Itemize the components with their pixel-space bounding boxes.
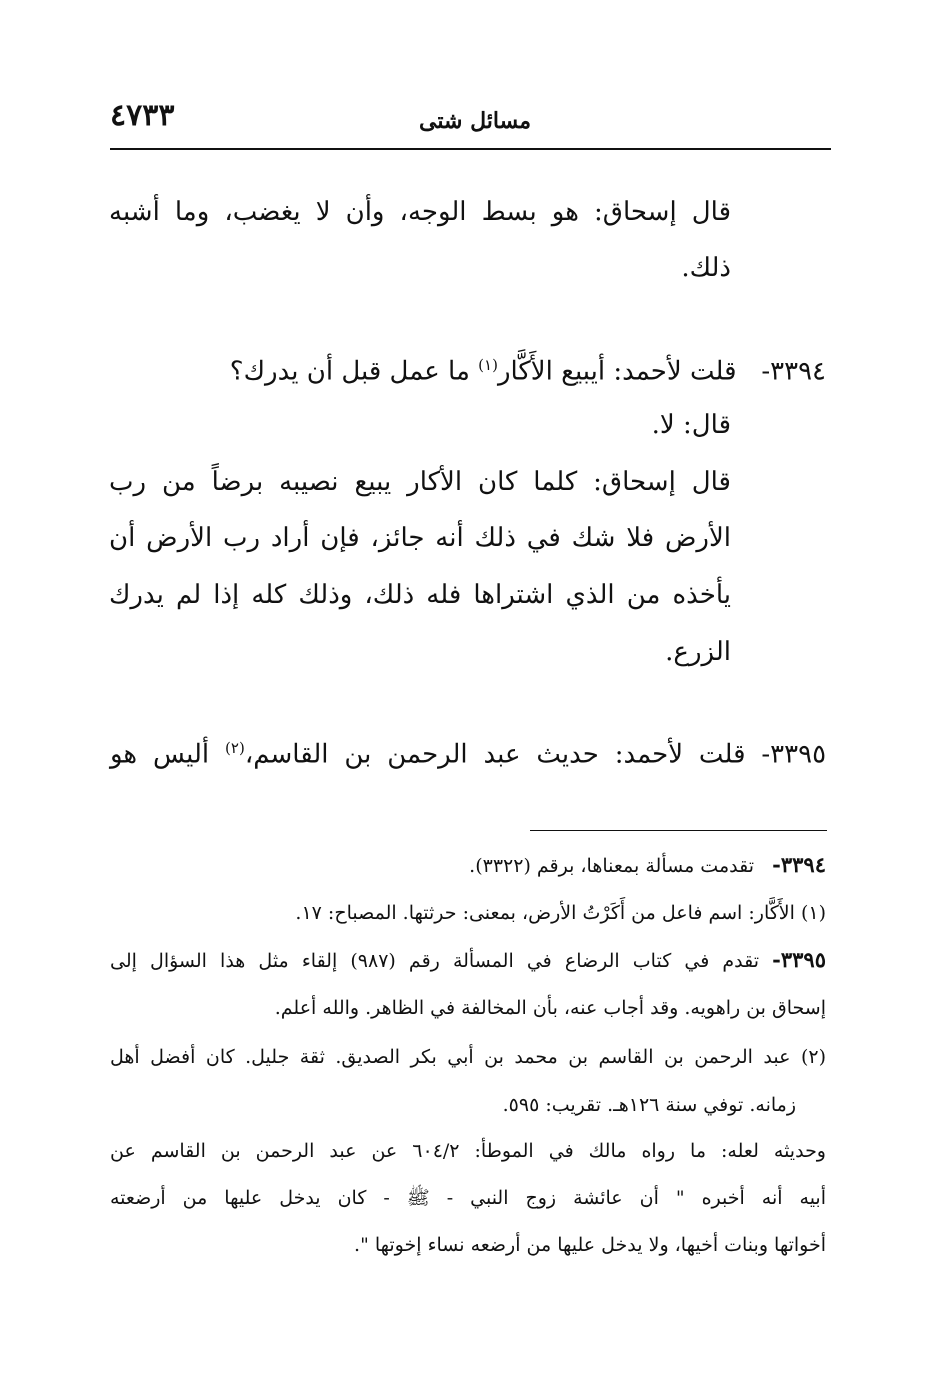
question-3395 [110, 728, 826, 775]
footnote-line: زمانه. توفي سنة ١٢٦هـ. تقريب: ٥٩٥. [502, 1094, 796, 1116]
footnote-number: ٣٣٩٥- [772, 947, 826, 972]
footnote-line: أخواتها وبنات أخيها، ولا يدخل عليها من أرضعه نساء إخوتها ". [354, 1234, 826, 1256]
paragraph-line: قال إسحاق: كلما كان الأكار يبيع نصيبه برضاً من رب [109, 467, 731, 497]
footnote-3395 [110, 945, 826, 976]
question-3394 [230, 345, 826, 392]
paragraph-line: قال إسحاق: هو بسط الوجه، وأن لا يغضب، وما أشبه [109, 197, 731, 227]
footnote-number: ٣٣٩٤- [772, 852, 826, 877]
paragraph-line: ذلك. [681, 253, 731, 283]
question-text-cont: ما عمل قبل أن يدرك؟ [229, 356, 470, 387]
page-number: ٤٧٣٣ [110, 98, 175, 133]
question-text: قلت لأحمد: حديث عبد الرحمن بن القاسم، [244, 739, 746, 770]
footnote-2: (٢) عبد الرحمن بن القاسم بن محمد بن أبي بكر الصديق. ثقة جليل. كان أفضل أهل [110, 1046, 826, 1068]
header-title: مسائل شتى [419, 108, 531, 134]
footnote-3394 [469, 850, 826, 881]
question-text-cont: أليس هو [110, 739, 210, 770]
question-text: قلت لأحمد: أيبيع الأَكَّار [497, 356, 737, 387]
paragraph-line: الزرع. [665, 637, 731, 667]
footnote-line: وحديثه لعله: ما رواه مالك في الموطأ: ٦٠٤/٢ عن عبد الرحمن بن القاسم عن [110, 1140, 826, 1162]
running-header [110, 98, 831, 148]
footnote-ref: (١) [478, 356, 498, 374]
question-number: ٣٣٩٥- [761, 739, 827, 770]
footnote-text: تقدم في كتاب الرضاع في المسألة رقم (٩٨٧) إلقاء مثل هذا السؤال إلى [110, 950, 760, 972]
answer-line: قال: لا. [651, 410, 731, 440]
footnote-line: إسحاق بن راهويه. وقد أجاب عنه، بأن المخالفة في الظاهر. والله أعلم. [274, 997, 826, 1019]
footnote-1: (١) الأَكَّار: اسم فاعل من أَكَرْتُ الأرض، بمعنى: حرثتها. المصباح: ١٧. [295, 902, 826, 924]
paragraph-line: يأخذه من الذي اشتراها فله ذلك، وذلك كله إذا لم يدرك [109, 580, 731, 610]
paragraph-line: الأرض فلا شك في ذلك أنه جائز، فإن أراد رب الأرض أن [109, 523, 731, 553]
header-rule [110, 148, 831, 150]
question-number: ٣٣٩٤- [761, 356, 826, 387]
footnote-line: أبيه أنه أخبره " أن عائشة زوج النبي - ﷺ - كان يدخل عليها من أرضعته [110, 1187, 826, 1209]
footnote-separator [530, 830, 827, 831]
footnote-ref: (٢) [225, 739, 245, 757]
footnote-text: تقدمت مسألة بمعناها، برقم (٣٣٢٢). [469, 855, 755, 877]
